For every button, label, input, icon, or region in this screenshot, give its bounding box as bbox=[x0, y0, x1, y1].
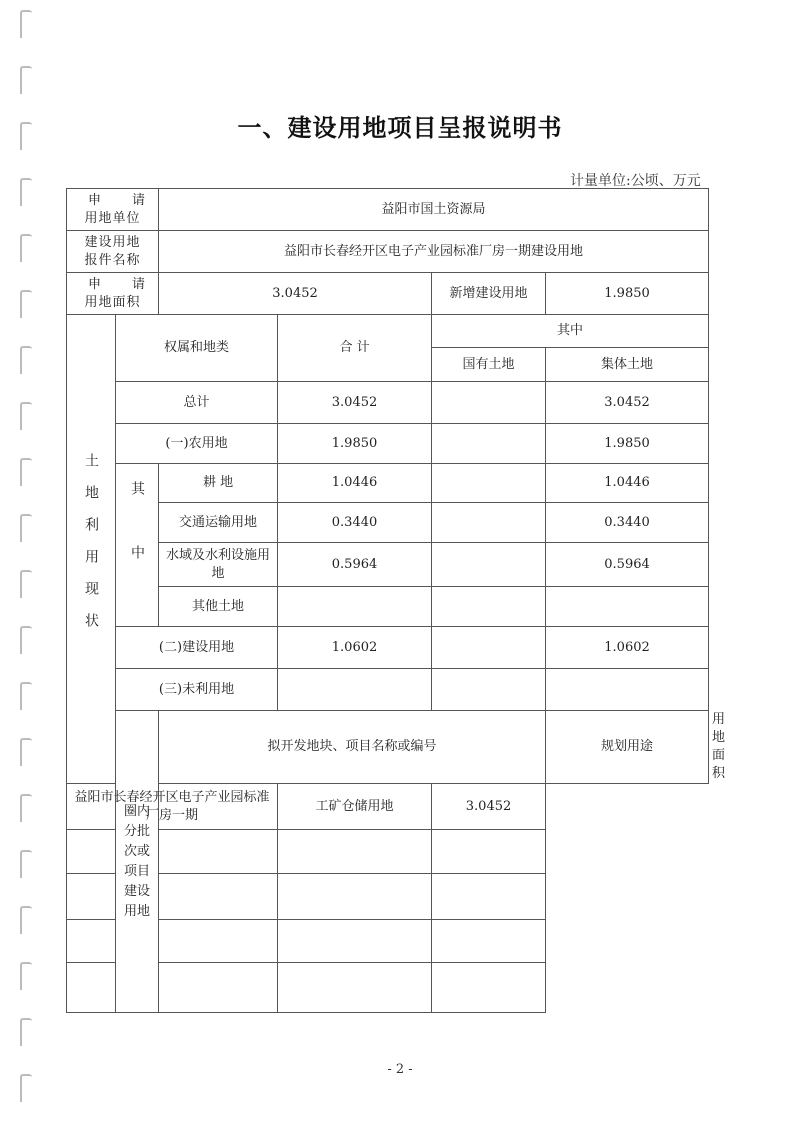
table-row bbox=[67, 587, 709, 627]
area-label: 申 请 用地面积 bbox=[67, 273, 159, 315]
table-row bbox=[67, 543, 709, 587]
new-construction-label: 新增建设用地 bbox=[432, 273, 546, 315]
batch-purpose bbox=[278, 830, 432, 874]
batch-name bbox=[67, 830, 278, 874]
collective-land-header: 集体土地 bbox=[546, 348, 709, 382]
binding-holes bbox=[20, 10, 34, 1130]
row-total: 1.0602 bbox=[278, 627, 432, 669]
batch-name bbox=[67, 920, 278, 963]
page-title: 一、建设用地项目呈报说明书 bbox=[237, 114, 563, 142]
row-state bbox=[432, 424, 546, 464]
batch-header-row: 圈内分批次或项目建设用地 拟开发地块、项目名称或编号 规划用途 用地面积 bbox=[67, 711, 709, 784]
table-row bbox=[67, 874, 709, 920]
total-header: 合 计 bbox=[278, 315, 432, 382]
row-name: 耕 地 bbox=[159, 464, 278, 503]
table-row bbox=[67, 503, 709, 543]
table-row bbox=[67, 830, 709, 874]
table-row bbox=[67, 920, 709, 963]
batch-purpose bbox=[278, 874, 432, 920]
applicant-row bbox=[67, 189, 709, 231]
batch-area bbox=[432, 963, 546, 1013]
unit-note: 计量单位:公顷、万元 bbox=[570, 173, 701, 189]
row-collective: 0.3440 bbox=[546, 503, 709, 543]
row-total: 3.0452 bbox=[278, 382, 432, 424]
row-total: 1.9850 bbox=[278, 424, 432, 464]
row-name: (一)农用地 bbox=[116, 424, 278, 464]
batch-purpose bbox=[278, 963, 432, 1013]
area-row bbox=[67, 273, 709, 315]
batch-purpose: 工矿仓储用地 bbox=[278, 784, 432, 830]
row-state bbox=[432, 669, 546, 711]
row-name: (三)未利用地 bbox=[116, 669, 278, 711]
row-state bbox=[432, 627, 546, 669]
row-name: 总计 bbox=[116, 382, 278, 424]
applicant-value: 益阳市国土资源局 bbox=[159, 189, 709, 231]
row-name: 水域及水利设施用地 bbox=[159, 543, 278, 587]
row-collective: 1.0602 bbox=[546, 627, 709, 669]
batch-purpose-header: 规划用途 bbox=[546, 711, 709, 784]
batch-area: 3.0452 bbox=[432, 784, 546, 830]
doc-name-label: 建设用地 报件名称 bbox=[67, 231, 159, 273]
batch-name bbox=[67, 874, 278, 920]
batch-name bbox=[67, 963, 278, 1013]
table-row bbox=[67, 424, 709, 464]
row-total: 1.0446 bbox=[278, 464, 432, 503]
row-state bbox=[432, 503, 546, 543]
row-name: 其他土地 bbox=[159, 587, 278, 627]
applicant-label: 申 请 用地单位 bbox=[67, 189, 159, 231]
batch-area bbox=[432, 920, 546, 963]
table-row bbox=[67, 669, 709, 711]
row-name: 交通运输用地 bbox=[159, 503, 278, 543]
batch-area bbox=[432, 874, 546, 920]
batch-area bbox=[432, 830, 546, 874]
row-collective bbox=[546, 587, 709, 627]
row-collective: 0.5964 bbox=[546, 543, 709, 587]
batch-name: 益阳市长春经开区电子产业园标准厂房一期 bbox=[67, 784, 278, 830]
page-number: - 2 - bbox=[387, 1062, 413, 1077]
batch-purpose bbox=[278, 920, 432, 963]
new-construction-value: 1.9850 bbox=[546, 273, 709, 315]
row-state bbox=[432, 543, 546, 587]
land-application-table bbox=[66, 188, 726, 1013]
doc-name-row bbox=[67, 231, 709, 273]
row-total bbox=[278, 669, 432, 711]
sub-side-label: 其中 bbox=[116, 464, 159, 627]
land-use-header-row bbox=[67, 315, 709, 348]
row-collective: 3.0452 bbox=[546, 382, 709, 424]
row-collective: 1.9850 bbox=[546, 424, 709, 464]
category-header: 权属和地类 bbox=[116, 315, 278, 382]
row-state bbox=[432, 587, 546, 627]
table-row bbox=[67, 627, 709, 669]
table-row bbox=[67, 963, 709, 1013]
land-use-side-label: 土地利用现状 bbox=[67, 315, 116, 784]
row-name: (二)建设用地 bbox=[116, 627, 278, 669]
row-total: 0.3440 bbox=[278, 503, 432, 543]
row-total bbox=[278, 587, 432, 627]
doc-name-value: 益阳市长春经开区电子产业园标准厂房一期建设用地 bbox=[159, 231, 709, 273]
table-row bbox=[67, 382, 709, 424]
row-state bbox=[432, 464, 546, 503]
batch-side-label: 圈内分批次或项目建设用地 bbox=[116, 711, 159, 1013]
table-row bbox=[67, 784, 709, 830]
area-value: 3.0452 bbox=[159, 273, 432, 315]
row-total: 0.5964 bbox=[278, 543, 432, 587]
batch-name-header: 拟开发地块、项目名称或编号 bbox=[159, 711, 546, 784]
state-land-header: 国有土地 bbox=[432, 348, 546, 382]
of-which-header: 其中 bbox=[432, 315, 709, 348]
table-row bbox=[67, 464, 709, 503]
row-collective bbox=[546, 669, 709, 711]
row-collective: 1.0446 bbox=[546, 464, 709, 503]
row-state bbox=[432, 382, 546, 424]
